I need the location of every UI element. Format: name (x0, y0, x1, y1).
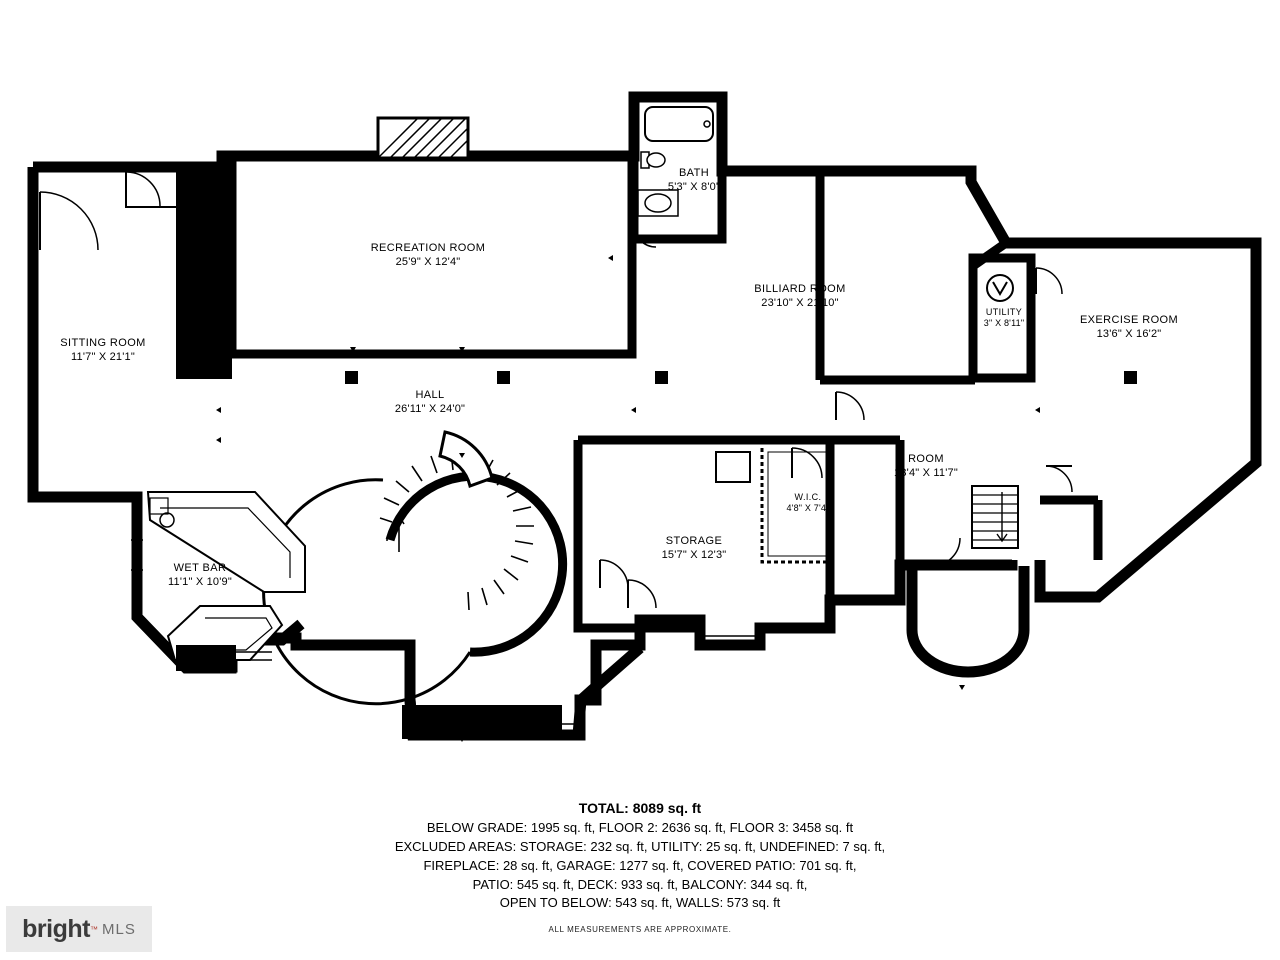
watermark-brand: bright (22, 914, 90, 943)
stairs-right (972, 486, 1018, 548)
room-dimensions: 26'11" X 24'0" (394, 402, 466, 415)
summary-line-2: EXCLUDED AREAS: STORAGE: 232 sq. ft, UTILITY: 25 sq. ft, UNDEFINED: 7 sq. ft, (394, 838, 886, 854)
trademark-icon: ™ (89, 924, 98, 934)
room-name: ROOM (908, 453, 944, 465)
room-dimensions: 15'7" X 12'3" (661, 548, 727, 561)
room-name: STORAGE (665, 535, 723, 547)
summary-line-1: BELOW GRADE: 1995 sq. ft, FLOOR 2: 2636 sq. ft, FLOOR 3: 3458 sq. ft (426, 820, 854, 835)
room-dimensions: 11'7" X 21'1" (71, 350, 135, 363)
room-dimensions: 25'9" X 12'4" (395, 255, 461, 268)
summary-line-3: FIREPLACE: 28 sq. ft, GARAGE: 1277 sq. ft, COVERED PATIO: 701 sq. ft, (423, 857, 857, 873)
room-name: W.I.C. (794, 492, 822, 502)
toilet-bowl (647, 153, 665, 167)
water-heater (987, 275, 1013, 301)
bathtub (645, 107, 713, 141)
room-dimensions: 13'6" X 16'2" (1096, 327, 1162, 340)
room-name: EXERCISE ROOM (1079, 314, 1179, 326)
room-name: BATH (678, 167, 710, 179)
bright-mls-watermark (6, 906, 152, 952)
watermark-suffix: MLS (101, 920, 136, 938)
summary-line-4: PATIO: 545 sq. ft, DECK: 933 sq. ft, BALCONY: 344 sq. ft, (472, 876, 808, 892)
room-dimensions: 13'4" X 11'7" (894, 466, 958, 479)
room-name: WET BAR (173, 562, 227, 574)
room-name: BILLIARD ROOM (754, 283, 846, 295)
bottom-wall-block-left (176, 645, 236, 671)
storage-shelf (716, 452, 750, 482)
room-name: RECREATION ROOM (370, 242, 486, 254)
room-dimensions: 11'1" X 10'9" (168, 575, 232, 588)
summary-line-5: OPEN TO BELOW: 543 sq. ft, WALLS: 573 sq. ft (499, 895, 781, 911)
room-dimensions: 3" X 8'11" (983, 318, 1025, 329)
hatched-opening (378, 118, 468, 158)
room-name: UTILITY (985, 307, 1023, 317)
room-dimensions: 5'3" X 8'0" (667, 180, 721, 193)
bottom-wall-block (402, 705, 562, 739)
room-dimensions: 23'10" X 21'10" (761, 296, 839, 309)
total-area: TOTAL: 8089 sq. ft (578, 800, 702, 816)
fireplace-chase (176, 167, 232, 379)
sink-basin (645, 194, 671, 212)
room-name: SITTING ROOM (60, 337, 146, 349)
room-dimensions: 4'8" X 7'4" (786, 503, 830, 514)
measurement-disclaimer: ALL MEASUREMENTS ARE APPROXIMATE. (548, 925, 732, 935)
area-summary (0, 800, 1280, 934)
room-name: HALL (415, 389, 445, 401)
